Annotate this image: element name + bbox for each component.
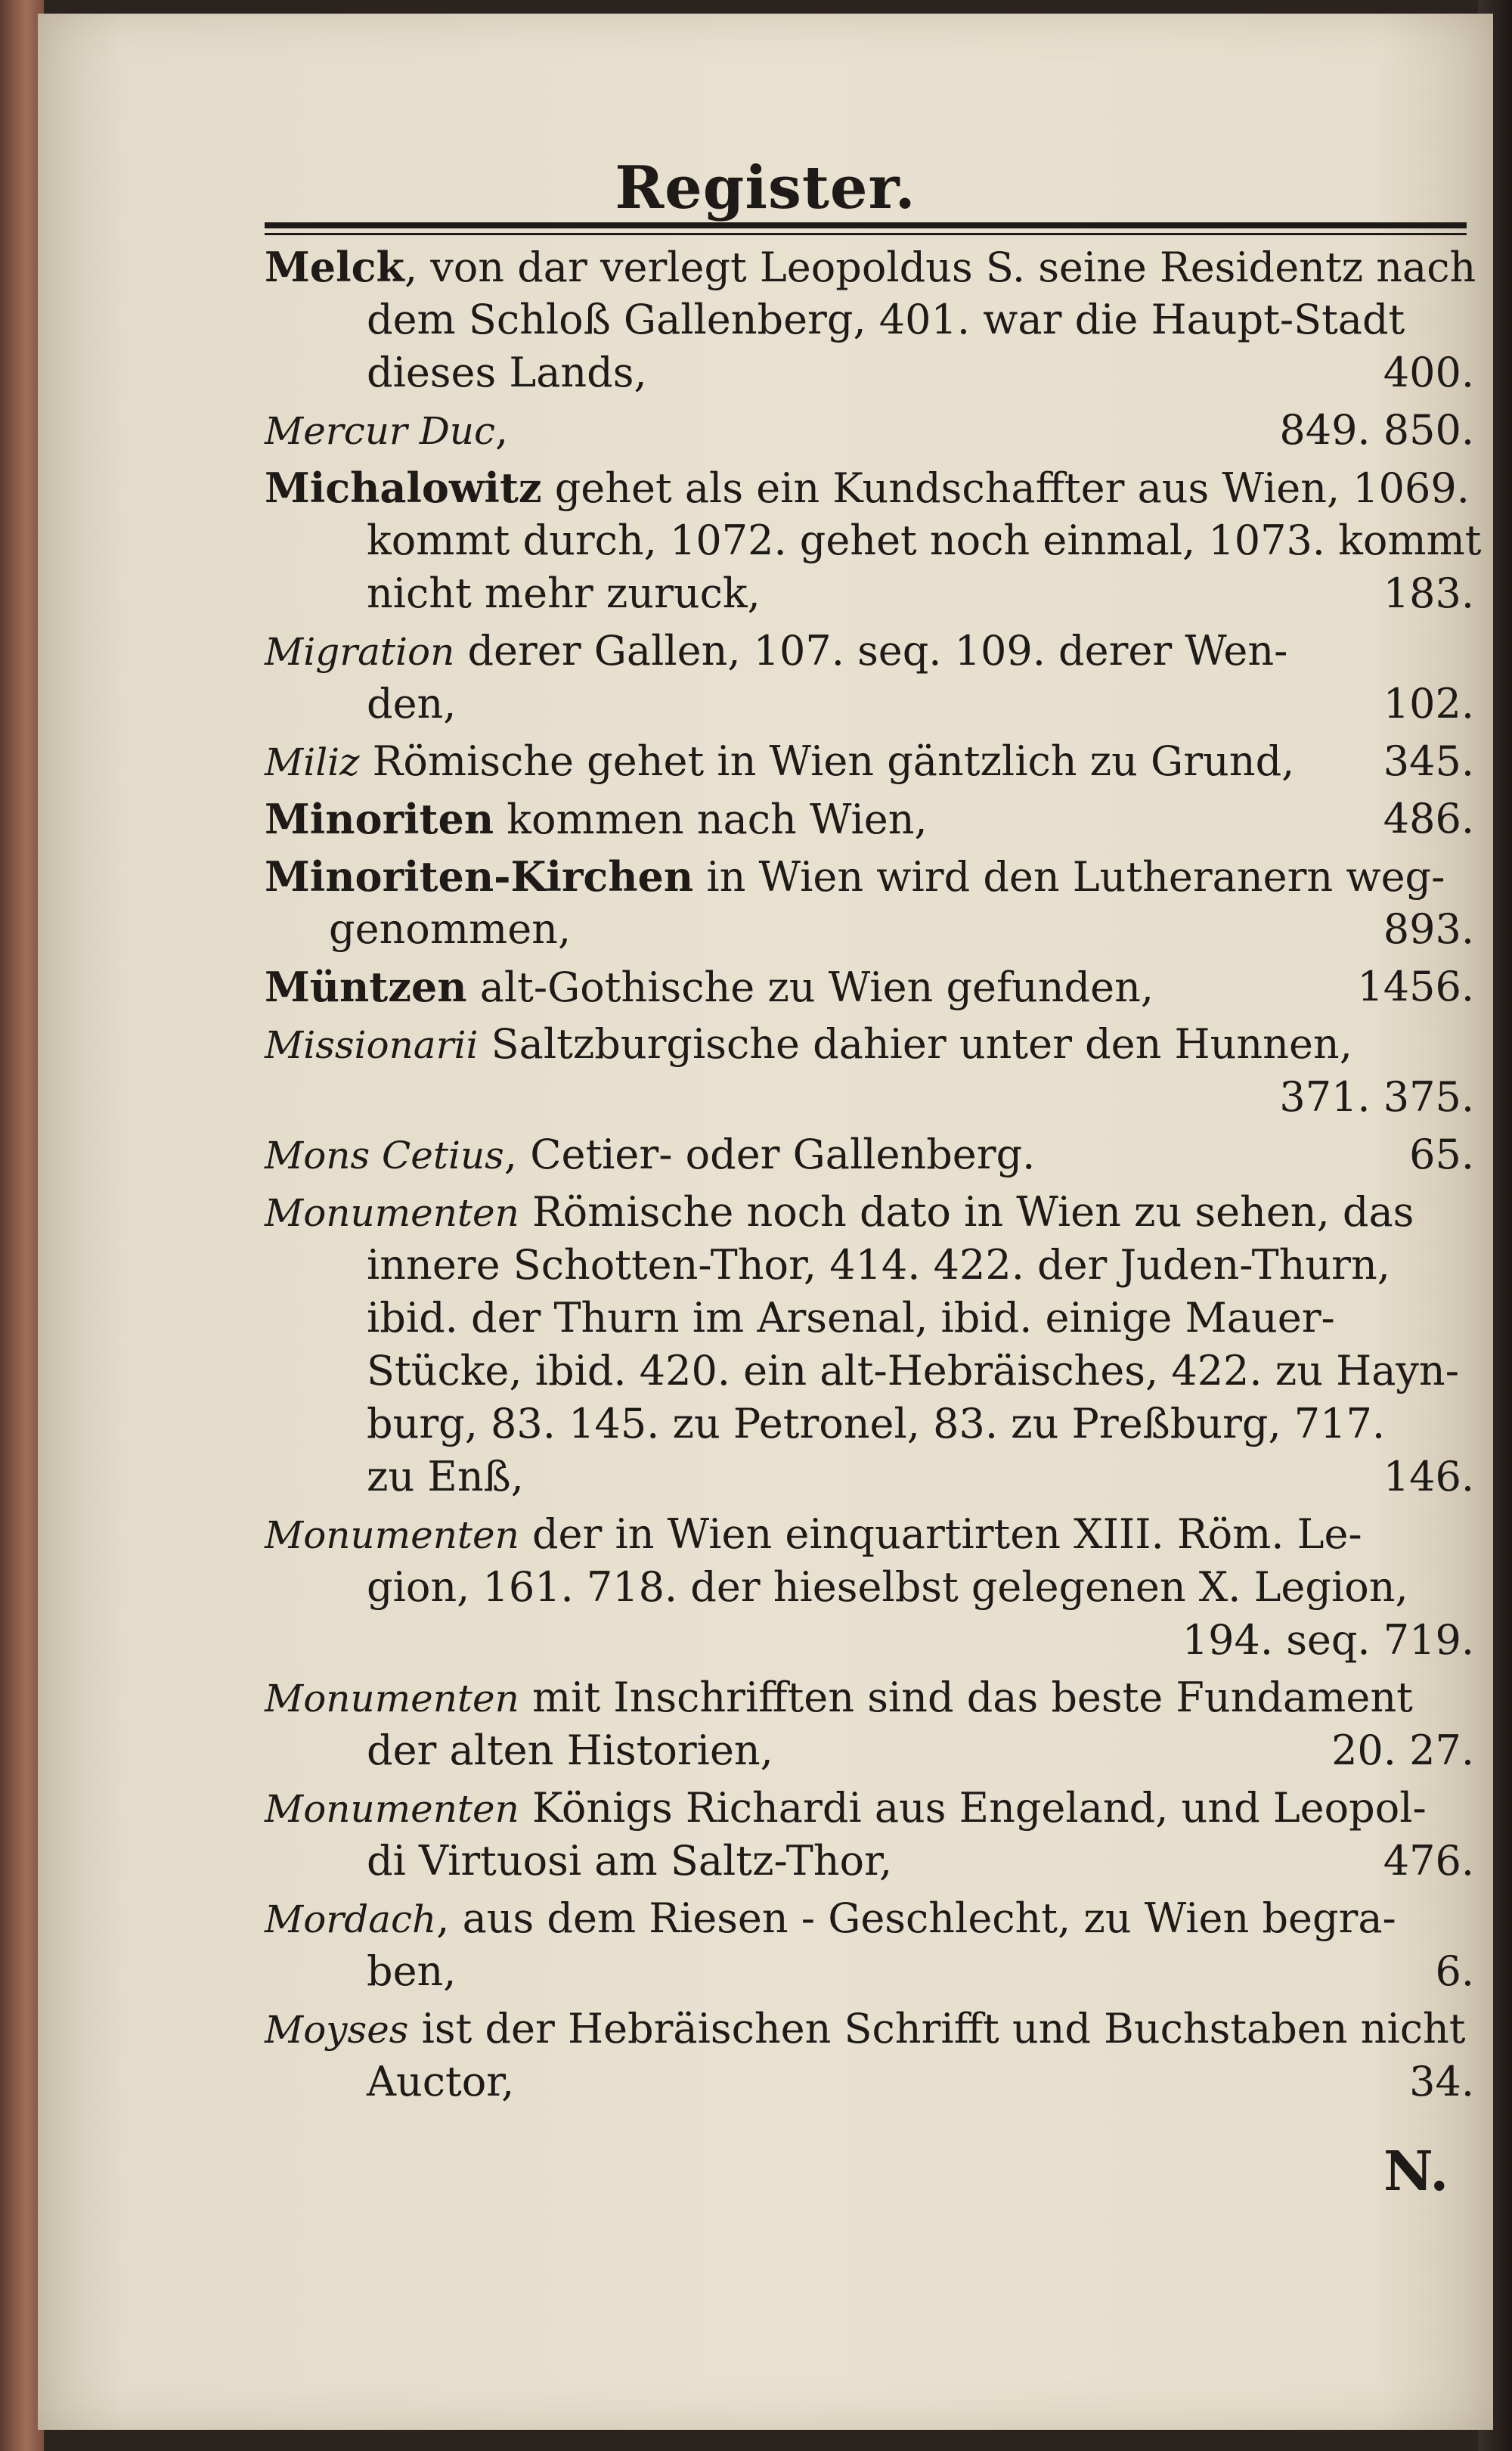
entry-continuation-line <box>265 1835 1474 1888</box>
entry-keyword-latin: Monumenten <box>265 1787 519 1831</box>
register-entry <box>265 240 1474 404</box>
entry-text: ibid. der Thurn im Arsenal, ibid. einige Mauer- <box>367 1294 1335 1342</box>
page-reference: 20. 27. <box>1331 1727 1474 1774</box>
register-entry <box>265 960 1474 1018</box>
entry-first-line <box>265 1128 1474 1181</box>
entry-continuation-line <box>265 514 1482 567</box>
register-entry <box>265 793 1474 850</box>
entry-first-line <box>265 850 1474 903</box>
page-reference: 345. <box>1383 737 1474 785</box>
entry-continuation-line <box>265 1292 1474 1345</box>
entry-text: Königs Richardi aus Engeland, und Leopol- <box>519 1784 1427 1832</box>
entry-text: ben, <box>367 1947 457 1995</box>
book-page <box>38 14 1493 2430</box>
entry-keyword: Melck <box>265 243 404 291</box>
register-entry <box>265 461 1482 625</box>
entry-first-line <box>265 960 1474 1013</box>
entry-keyword-latin: Monumenten <box>265 1677 519 1720</box>
entry-text: , <box>494 406 509 454</box>
entry-first-line <box>265 1018 1474 1071</box>
register-entry <box>265 404 1474 461</box>
entry-keyword: Minoriten <box>265 795 494 843</box>
page-reference: 65. <box>1409 1131 1474 1178</box>
entry-continuation-line <box>265 1945 1474 1998</box>
entry-first-line <box>265 625 1474 678</box>
page-reference: 849. 850. <box>1279 406 1474 454</box>
page-reference: 34. <box>1409 2058 1474 2105</box>
register-entry <box>265 1018 1474 1128</box>
entry-text: innere Schotten-Thor, 414. 422. der Juden-Thurn, <box>367 1241 1390 1289</box>
register-entry <box>265 1186 1474 1508</box>
entry-text: Auctor, <box>367 2058 515 2105</box>
page-header-title: Register. <box>615 154 916 222</box>
entry-continuation-line <box>265 1614 1474 1667</box>
entry-first-line <box>265 1186 1474 1239</box>
entry-keyword-latin: Miliz <box>265 740 360 784</box>
entry-first-line <box>265 2003 1474 2055</box>
entry-continuation-line <box>265 346 1474 399</box>
entry-text: der alten Historien, <box>367 1727 773 1774</box>
header-rule-thin <box>265 233 1467 235</box>
register-entry <box>265 1782 1474 1892</box>
page-reference: 400. <box>1383 349 1474 396</box>
entry-text: alt-Gothische zu Wien gefunden, <box>466 963 1154 1011</box>
entry-continuation-line <box>265 1561 1474 1614</box>
entry-keyword-latin: Monumenten <box>265 1513 519 1557</box>
entry-first-line <box>265 1892 1474 1945</box>
entry-text: , aus dem Riesen - Geschlecht, zu Wien begra- <box>436 1894 1396 1942</box>
register-entry <box>265 1892 1474 2003</box>
entry-text: kommt durch, 1072. gehet noch einmal, 1073. kommt <box>367 517 1482 564</box>
entry-continuation-line <box>265 903 1474 956</box>
entry-keyword-latin: Moyses <box>265 2008 409 2052</box>
entry-continuation-line <box>265 2055 1474 2108</box>
entry-continuation-line <box>265 1345 1474 1398</box>
entry-keyword: Minoriten-Kirchen <box>265 852 694 901</box>
entry-continuation-line <box>265 1239 1474 1292</box>
entry-first-line <box>265 1508 1474 1561</box>
entry-text: di Virtuosi am Saltz-Thor, <box>367 1837 893 1885</box>
entry-text: Stücke, ibid. 420. ein alt-Hebräisches, 422. zu Hayn- <box>367 1347 1459 1395</box>
entry-keyword-latin: Monumenten <box>265 1191 519 1235</box>
page-reference: 146. <box>1383 1453 1474 1500</box>
entry-first-line <box>265 404 1474 457</box>
register-entry <box>265 850 1474 960</box>
page-reference: 194. seq. 719. <box>1182 1616 1474 1664</box>
entry-text: genommen, <box>329 905 572 953</box>
entry-continuation-line <box>265 1724 1474 1777</box>
entry-text: in Wien wird den Lutheranern weg- <box>693 853 1445 901</box>
entry-text: dem Schloß Gallenberg, 401. war die Haupt-Stadt <box>367 296 1405 343</box>
entry-keyword-latin: Missionarii <box>265 1023 479 1067</box>
entry-text: dieses Lands, <box>367 349 647 396</box>
entry-text: , Cetier- oder Gallenberg. <box>503 1131 1036 1178</box>
register-entries <box>265 240 1482 2113</box>
entry-text: burg, 83. 145. zu Petronel, 83. zu Preßburg, 717. <box>367 1400 1386 1447</box>
register-entry <box>265 625 1474 735</box>
register-entry <box>265 2003 1474 2113</box>
page-reference: 371. 375. <box>1279 1073 1474 1121</box>
entry-text: mit Inschrifften sind das beste Fundament <box>519 1674 1413 1721</box>
entry-continuation-line <box>265 567 1474 620</box>
entry-text: Saltzburgische dahier unter den Hunnen, <box>478 1020 1352 1068</box>
entry-first-line <box>265 240 1474 293</box>
entry-first-line <box>265 1782 1474 1835</box>
entry-continuation-line <box>265 1398 1474 1450</box>
page-reference: 1456. <box>1357 963 1474 1010</box>
entry-text: Römische noch dato in Wien zu sehen, das <box>519 1188 1414 1236</box>
register-entry <box>265 735 1474 793</box>
entry-first-line <box>265 1671 1474 1724</box>
page-reference: 6. <box>1435 1947 1474 1995</box>
entry-text: derer Gallen, 107. seq. 109. derer Wen- <box>454 627 1288 675</box>
entry-text: ist der Hebräischen Schrifft und Buchstaben nicht <box>408 2005 1466 2052</box>
entry-text: kommen nach Wien, <box>494 796 928 843</box>
entry-keyword-latin: Mercur Duc <box>265 409 495 453</box>
entry-continuation-line <box>265 678 1474 731</box>
page-reference: 893. <box>1383 905 1474 953</box>
entry-text: den, <box>367 680 457 728</box>
entry-first-line <box>265 793 1474 845</box>
entry-continuation-line <box>265 1450 1474 1503</box>
entry-keyword: Michalowitz <box>265 464 542 512</box>
entry-continuation-line <box>265 1071 1474 1124</box>
entry-first-line <box>265 735 1474 788</box>
entry-keyword-latin: Migration <box>265 630 455 674</box>
entry-text: nicht mehr zuruck, <box>367 569 761 617</box>
page-reference: 102. <box>1383 680 1474 728</box>
register-entry <box>265 1128 1474 1186</box>
register-entry <box>265 1508 1474 1671</box>
entry-continuation-line <box>265 293 1474 346</box>
entry-text: gion, 161. 718. der hieselbst gelegenen X. Legion, <box>367 1563 1408 1611</box>
page-reference: 476. <box>1383 1837 1474 1885</box>
entry-text: gehet als ein Kundschaffter aus Wien, 1069. <box>541 464 1470 512</box>
catchword: N. <box>1383 2139 1449 2203</box>
page-reference: 486. <box>1383 795 1474 842</box>
entry-text: Römische gehet in Wien gäntzlich zu Grund, <box>359 737 1295 785</box>
entry-keyword-latin: Mordach <box>265 1897 437 1941</box>
entry-first-line <box>265 461 1474 514</box>
entry-keyword-latin: Mons Cetius <box>265 1134 504 1177</box>
entry-text: zu Enß, <box>367 1453 524 1500</box>
entry-text: , von dar verlegt Leopoldus S. seine Residentz nach <box>404 244 1476 291</box>
entry-text: der in Wien einquartirten XIII. Röm. Le- <box>519 1510 1362 1558</box>
page-reference: 183. <box>1383 569 1474 617</box>
register-entry <box>265 1671 1474 1782</box>
entry-keyword: Müntzen <box>265 963 467 1011</box>
header-rule <box>265 222 1467 228</box>
